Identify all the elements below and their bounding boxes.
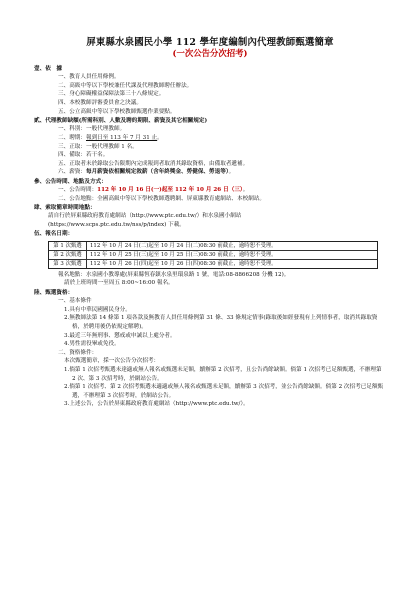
qualification-item: 4.男性需役畢或免役。: [64, 341, 120, 348]
download-line: 請自行於屏東縣政府教育處網站（http://www.ptc.edu.tw/）和水泉國小網站: [48, 213, 242, 220]
table-row: [49, 259, 378, 268]
page-title: 屏東縣水泉國民小學 112 學年度編制內代理教師甄選簡章: [86, 37, 334, 48]
registration-place: 報名地點：水泉國小教導處(屏東縣恆春鎮水泉里環泉路 1 號，電話:08-8866208 分機 12)。: [58, 271, 290, 278]
qualification-item: 3.最近三年無刑事、懲戒或申誡以上處分者。: [64, 332, 176, 339]
document-body: [34, 64, 384, 409]
announcement-time: 一、公告時間：112 年 10 月 16 日(一)起至 112 年 10 月 26 日（三）。: [58, 187, 249, 194]
vacancy-term-period: 報到日至 113 年 7 月 31 止: [85, 134, 158, 141]
section-announcement-heading: 參、公告時間、地點及方式：: [34, 178, 107, 185]
section-vacancy-heading: 貳、代理教師缺額(所需科別、人數及聘約期限、薪資及其它相關規定): [34, 117, 208, 124]
qualification-item: 1.具有中華民國國民身分。: [64, 306, 131, 313]
vacancy-admitted: 三、正取：一般代理教師 1 名。: [58, 143, 138, 150]
round-dates: 112 年 10 月 24 日(二)起至 10 月 24 日(二)08:30 前截止，逾時恕不受理。: [87, 241, 378, 250]
registration-hours: 請於上班時間一至周五 8:00~16:00 報名。: [64, 280, 174, 287]
vacancy-term: 二、聘期：報到日至 113 年 7 月 31 止。: [58, 134, 163, 141]
basis-item: 一、教育人員任用條例。: [58, 74, 120, 81]
qualification-item: 2.無教師法第 14 條第 1 項各款及無教育人員任用條例第 31 條、33 條規定情事(錄取後如經發現有上列情事者，取消其錄取資格，於聘用後仍依規定解聘)。: [64, 315, 378, 330]
section-basis-heading: 壹、依 據: [34, 65, 62, 72]
round-label: 第 2 次甄選: [49, 250, 87, 259]
page-subtitle: (一次公告分次招考): [172, 48, 248, 58]
qualification-conditions-heading: 二、資格條件：: [58, 349, 98, 356]
vacancy-salary: 六、薪資：每月薪資依相關規定敘薪（含年終獎金、勞健保、勞退等）。: [58, 169, 235, 176]
round-dates: 112 年 10 月 25 日(三)起至 10 月 25 日(三)08:30 前截止，逾時恕不受理。: [87, 250, 378, 259]
table-row: [49, 241, 378, 250]
vacancy-subject: 一、科別：一般代理教師。: [58, 126, 126, 133]
basis-item: 五、公立高級中等以下學校教師甄選作業要點。: [58, 108, 176, 115]
qualification-rule: 2.倘第 1 次招考、第 2 次招考甄選未適適或無人報名或甄選未足額，續辦第 3 次招考，並公告尚餘缺額。倘第 2 次招考已足額甄選，不辦理第 3 次招考時，於網站公告。: [64, 384, 384, 399]
announcement-dates: 112 年 10 月 16 日(一)起至 112 年 10 月 26 日（三）: [97, 187, 243, 194]
qualification-basic-heading: 一、基本條件: [58, 298, 92, 305]
announcement-place: 二、公告地點：全國高級中等以下學校教師選聘網、屏東縣教育處網站、本校網站。: [58, 195, 265, 202]
download-line: (https://www.scps.ptc.edu.tw/nss/p/index) 下載。: [48, 222, 185, 229]
table-row: [49, 250, 378, 259]
basis-item: 三、身心障礙權益保障法第三十八條規定。: [58, 91, 165, 98]
round-dates: 112 年 10 月 26 日(四)起至 10 月 26 日(四)08:30 前截止，逾時恕不受理。: [87, 259, 378, 268]
round-label: 第 3 次甄選: [49, 259, 87, 268]
section-download-heading: 肆、索取簡章時間地點：: [34, 204, 96, 211]
round-label: 第 1 次甄選: [49, 241, 87, 250]
qualification-rule: 3.上述公告，公告於屏東縣政府教育處網站（http://www.ptc.edu.tw/）。: [64, 401, 249, 408]
section-registration-heading: 伍、報名日期：: [34, 231, 74, 238]
vacancy-backup: 四、備取：若干名。: [58, 152, 109, 159]
registration-table: [48, 241, 378, 269]
section-qualification-heading: 陸、甄選資格：: [34, 289, 74, 296]
qualification-intro: 本次甄選簡章，採一次公告分次招考：: [64, 358, 160, 365]
basis-item: 二、高級中等以下學校兼任代課及代理教師聘任辦法。: [58, 82, 193, 89]
qualification-rule: 1.倘第 1 次招考甄選未達適或無人報名或甄選未足額，續辦第 2 次招考，且公告尚餘缺額。倘第 1 次招考已足額甄選，不辦理第 2 次、第 3 次招考時，於網站公告。: [64, 366, 382, 382]
basis-item: 四、本校教師評審委員會之決議。: [58, 99, 142, 106]
vacancy-rule: 五、正取者未於錄取公告限期內完成報到者取消其錄取資格，由備取者遞補。: [58, 160, 249, 167]
